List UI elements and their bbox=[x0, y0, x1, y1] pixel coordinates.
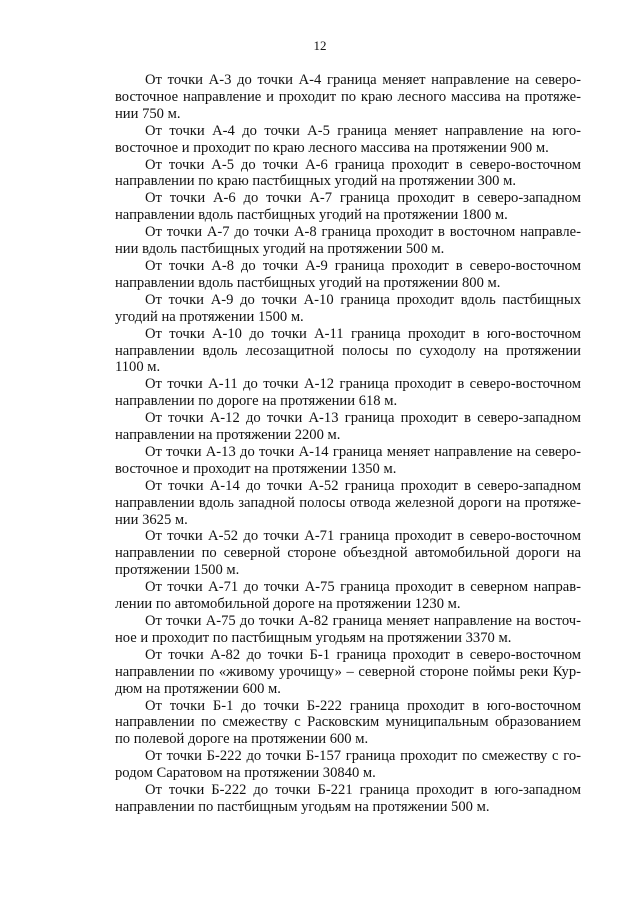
paragraph: От точки Б-222 до точки Б-221 граница проходит в юго-западном направлении по пастбищным угодьям на протяжении 500 м. bbox=[115, 782, 581, 815]
paragraph: От точки А-7 до точки А-8 граница проходит в восточном направлении вдоль пастбищных угодий на протяжении 500 м. bbox=[115, 224, 581, 258]
paragraph: От точки А-4 до точки А-5 граница меняет направление на юго-восточное и проходит по краю лесного массива на протяжении 900 м. bbox=[115, 122, 581, 156]
document-body bbox=[115, 72, 581, 816]
paragraph: От точки А-11 до точки А-12 граница проходит в северо-восточном направлении по дороге на протяжении 618 м. bbox=[115, 376, 581, 410]
paragraph: От точки А-10 до точки А-11 граница проходит в юго-восточном направлении вдоль лесозащитной полосы по суходолу на протяжении 1100 м. bbox=[115, 325, 581, 376]
page-number: 12 bbox=[313, 38, 327, 53]
paragraph: От точки Б-222 до точки Б-157 граница проходит по смежеству с городом Саратовом на протяжении 30840 м. bbox=[115, 748, 581, 782]
paragraph: От точки А-6 до точки А-7 граница проходит в северо-западном направлении вдоль пастбищных угодий на протяжении 1800 м. bbox=[115, 190, 581, 224]
paragraph: От точки Б-1 до точки Б-222 граница проходит в юго-восточном направлении по смежеству с Расковским муниципальным образованием по полевой дороге на протяжении 600 м. bbox=[115, 697, 581, 748]
paragraph: От точки А-75 до точки А-82 граница меняет направление на восточное и проходит по пастбищным угодьям на протяжении 3370 м. bbox=[115, 613, 581, 646]
paragraph: От точки А-14 до точки А-52 граница проходит в северо-западном направлении вдоль западной полосы отвода железной дороги на протяжении 3625 м. bbox=[115, 477, 581, 528]
paragraph: От точки А-12 до точки А-13 граница проходит в северо-западном направлении на протяжении 2200 м. bbox=[115, 410, 581, 444]
paragraph: От точки А-82 до точки Б-1 граница проходит в северо-восточном направлении по «живому урочищу» – северной стороне поймы реки Курдюм на протяжении 600 м. bbox=[115, 646, 581, 697]
paragraph: От точки А-5 до точки А-6 граница проходит в северо-восточном направлении по краю пастбищных угодий на протяжении 300 м. bbox=[115, 156, 581, 190]
paragraph: От точки А-52 до точки А-71 граница проходит в северо-восточном направлении по северной стороне объездной автомобильной дороги на протяжении 1500 м. bbox=[115, 528, 581, 579]
paragraph: От точки А-13 до точки А-14 граница меняет направление на северо-восточное и проходит на протяжении 1350 м. bbox=[115, 443, 581, 477]
paragraph: От точки А-9 до точки А-10 граница проходит вдоль пастбищных угодий на протяжении 1500 м. bbox=[115, 291, 581, 325]
paragraph: От точки А-71 до точки А-75 граница проходит в северном направлении по автомобильной дороге на протяжении 1230 м. bbox=[115, 579, 581, 613]
paragraph: От точки А-3 до точки А-4 граница меняет направление на северо-восточное направление и проходит по краю лесного массива на протяжении 750 м. bbox=[115, 72, 581, 122]
paragraph: От точки А-8 до точки А-9 граница проходит в северо-восточном направлении вдоль пастбищных угодий на протяжении 800 м. bbox=[115, 257, 581, 291]
